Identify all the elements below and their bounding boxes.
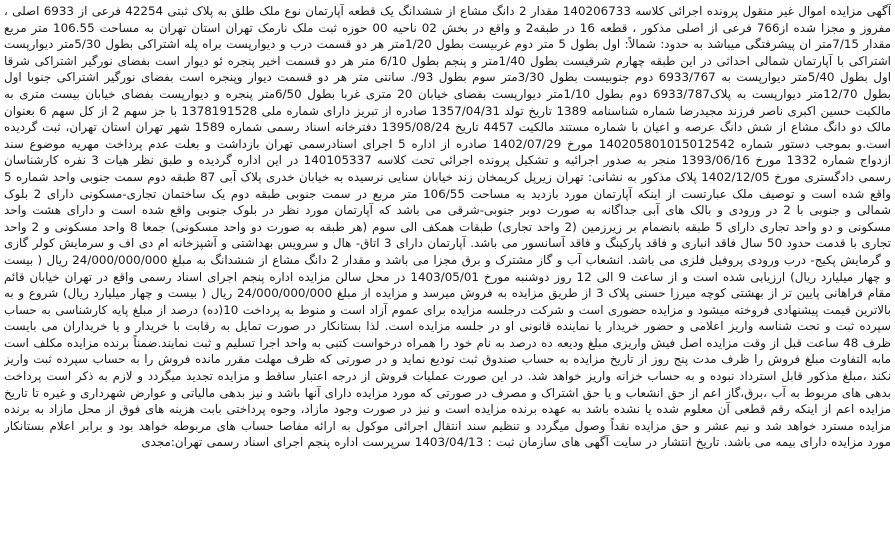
notice-body-text: آگهی مزایده اموال غیر منقول پرونده اجرائی کلاسه 140206733 مقدار 2 دانگ مشاع از ششدانگ یک قطعه آپارتمان نوع ملک طلق به پلاک ثبتی 42254 فرعی از 6933 اصلی ، مفروز و مجزا شده از766 فرعی از اصلی مذکور ، قطعه 16 در طبقه2 و واقع در بخش 02 ناحیه 00 حوزه ثبت ملک نارمک تهران استان تهران به مساحت 106.55 متر مربع مقدار 7/15متر ان پیشرفتگی میباشد به حدود: شمالاً: اول بطول 5 متر دوم غربیست بطول 1/20متر هر دو قسمت درب و دیوارپست براه پله اشتراکی بطول 5/30متر دیوارپست اشتراکی با آپارتمان شمالی احداثی در این طبقه چهارم شرقیست بطول 1/40متر و پنجم بطول 6/10 متر هر دو قسمت اخیر پنجره ئو دیوار است بفضای نورگیر اشتراکی شرقا اول بطول 5/40متر دیوارپست به 6933/767 دوم جنوبیست بطول 3/30متر سوم بطول 93/. سانتی متر هر دو قسمت دیوار وپنجره است بفضای نورگیر اشتراکی جنوبا اول بطول 12/70متر دیوارپست به پلاک6933/787 دوم بطول 1/10متر دیوارپست بفضای خیابان 20 متری غربا بطول 6/50متر پنجره و دیوارپست بفضای خیابان بیست متری به مالکیت حسین اکبری ناصر فرزند مجیدرضا شماره شناسنامه 1389 تاریخ تولد 1357/04/31 صادره از تبریز دارای شماره ملی 1378191528 با جز سهم 2 از کل سهم 6 بعنوان مالک دو دانگ مشاع از شش دانگ عرصه و اعیان با شماره مستند مالکیت 4457 تاریخ 1395/08/24 دفترخانه اسناد رسمی شماره 1589 شهر تهران استان تهران، ثبت گردیده است.و بموجب دستور شماره 140205801015012542 مورخ 1402/07/29 صادره از اداره 5 اجرای اسنادرسمی تهران بازداشت و بعلت عدم پرداخت مهریه موضوع سند ازدواج شماره 1332 مورخ 1393/06/16 منجر به صدور اجرائیه و تشکیل پرونده اجرائی تحت کلاسه 140105337 در این اداره گردیده و طبق نظر هیات 3 نفره کارشناسان رسمی دادگستری مورخ 1402/12/05 پلاک مذکور به نشانی: تهران زیرپل کریمخان زند خیابان سنایی نرسیده به خیابان خدری پلاک آبی 87 طبقه دوم سمت جنوبی واحد شماره 5 واقع شده است و توصیف ملک عبارتست از اینکه آپارتمان مورد بازدید به مساحت 106/55 متر مربع در سمت جنوبی طبقه دوم یک ساختمان تجاری-مسکونی دارای 2 بلوک شمالی و جنوبی با 2 در ورودی و بالک های آبی جداگانه به صورت دوبر جنوبی-شرقی می باشد که آپارتمان مورد نظر در بلوک جنوبی واقع شده است و دارای هشت واحد مسکونی و دو واحد تجاری دارای 5 طبقه بانضمام بر زیرزمین (2 واحد تجاری) طبقات همکف الی سوم (هر طبقه به صورت دو واحد مسکونی) جمعا 8 واحد مسکونی و 2 واحد تجاری با قدمت حدود 50 سال فاقد انباری و فاقد پارکینگ و فاقد آسانسور می باشد. آپارتمان دارای 3 اتاق- هال و سرویس بهداشتی و آشپزخانه ام دی اف و سرمایش کولر گازی و گرمایش پکیج- درب ورودی پروفیل فلزی می باشد. انشعاب آب و گاز مشترک و برق مجزا می باشد و مقدار 2 دانگ مشاع از ششدانگ به مبلغ 24/000/000/000 ریال ( بیست و چهار میلیارد ریال) ارزیابی شده است و از ساعت 9 الی 12 روز دوشنبه مورخ 1403/05/01 در محل سالن مزایده اداره پنجم اجرای اسناد رسمی واقع در تهران خیابان قائم مقام فراهانی پایین تر از بهشتی کوچه میرزا حسنی پلاک 3 از طریق مزایده به فروش میرسد و مزایده از مبلغ 24/000/000/000 ریال ( بیست و چهار میلیارد ریال) شروع و به بالاترین قیمت پیشنهادی فروخته میشود و مزایده حضوری است و شرکت درجلسه مزایده برای عموم آزاد است و منوط به پرداخت 10(ده) درصد از مبلغ پایه کارشناسی به حساب سپرده ثبت و تحت شناسه واریز اعلامی و حضور خریدار یا نماینده قانونی او در جلسه مزایده است. لذا بستانکار در صورت تمایل به رقابت با خریدار و یا خریداران می بایست ظرف 48 ساعت قبل از وقت مزایده اصل فیش واریزی مبلغ ودیعه ده درصد به نام خود را همراه درخواست کتبی به واحد اجرا تسلیم و ثبت نمایند.ضمناً برنده مزایده مکلف است مابه التفاوت مبلغ فروش را ظرف مدت پنج روز از تاریخ مزایده به حساب صندوق ثبت تودیع نماید و در صورتی که ظرف مهلت مقرر مانده فروش را به حساب سپرده ثبت واریز نکند ،مبلغ مذکور قابل استرداد نبوده و به حساب خزانه واریز خواهد شد. در این صورت عملیات فروش از درجه اعتبار ساقط و مزایده تجدید میگردد و لازم به ذکر است پرداخت بدهی های مربوط به آب ،برق،گاز اعم از حق انشعاب و یا حق اشتراک و مصرف در صورتی که مورد مزایده دارای آنها باشد و نیز بدهی مالیاتی و عوارض شهرداری و غیره تا تاریخ مزایده اعم از اینکه رقم قطعی آن معلوم شده یا نشده باشد به عهده برنده مزایده است و نیز در صورت وجود مازاد، وجوه پرداختی بابت هزینه های فوق از محل مازاد به برنده مزایده مسترد خواهد شد و نیم عشر و حق مزایده نقداً وصول میگردد و تنظیم سند انتقال اجرائی موکول به ارائه مفاصا حساب های مربوطه خواهد بود و برابر اعلام بستانکار مورد مزایده دارای بیمه می باشد. تاریخ انتشار در سایت آگهی های سازمان ثبت : 1403/04/13 سرپرست اداره پنجم اجرای اسناد رسمی تهران:مجدی [4, 4, 891, 450]
auction-notice [4, 3, 891, 548]
